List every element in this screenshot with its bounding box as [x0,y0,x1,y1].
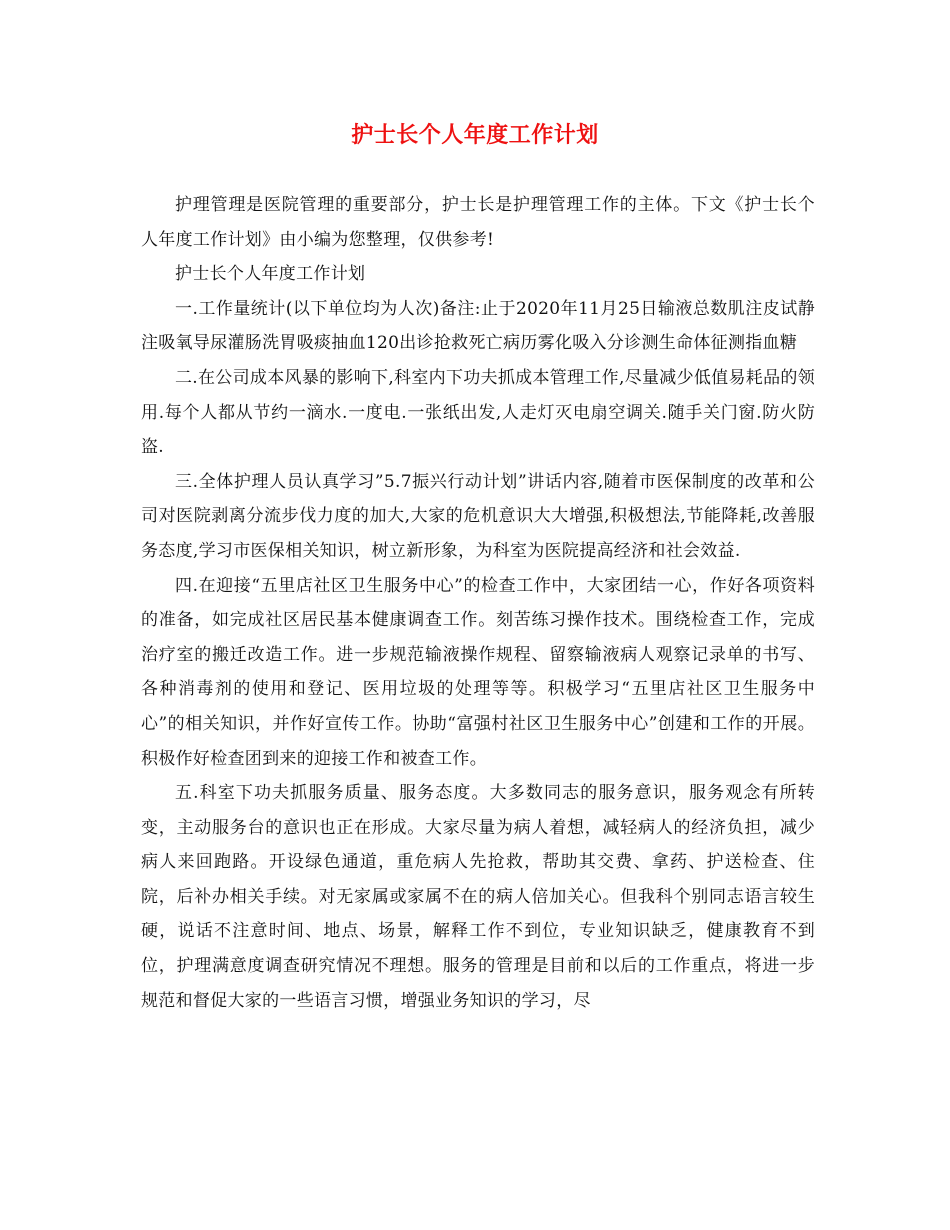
document-body [141,188,815,1018]
paragraph-intro: 护理管理是医院管理的重要部分，护士长是护理管理工作的主体。下文《护士长个人年度工作计划》由小编为您整理，仅供参考! [141,195,815,250]
paragraph-section-4: 四.在迎接“五里店社区卫生服务中心”的检查工作中，大家团结一心，作好各项资料的准备，如完成社区居民基本健康调查工作。刻苦练习操作技术。围绕检查工作，完成治疗室的搬迁改造工作。进一步规范输液操作规程、留察输液病人观察记录单的书写、各种消毒剂的使用和登记、医用垃圾的处理等等。积极学习“五里店社区卫生服务中心”的相关知识，并作好宣传工作。协助“富强村社区卫生服务中心”创建和工作的开展。积极作好检查团到来的迎接工作和被查工作。 [141,575,815,769]
document-title: 护士长个人年度工作计划 [351,122,599,148]
paragraph-section-1: 一.工作量统计(以下单位均为人次)备注:止于2020年11月25日输液总数肌注皮试静注吸氧导尿灌肠洗胃吸痰抽血120出诊抢救死亡病历雾化吸入分诊测生命体征测指血糖 [141,298,815,354]
paragraph-section-3: 三.全体护理人员认真学习”5.7振兴行动计划”讲话内容,随着市医保制度的改革和公司对医院剥离分流步伐力度的加大,大家的危机意识大大增强,积极想法,节能降耗,改善服务态度,学习市医保相关知识，树立新形象，为科室为医院提高经济和社会效益. [141,471,815,561]
paragraph-heading: 护士长个人年度工作计划 [175,264,366,285]
paragraph-section-5: 五.科室下功夫抓服务质量、服务态度。大多数同志的服务意识，服务观念有所转变，主动服务台的意识也正在形成。大家尽量为病人着想，减轻病人的经济负担，减少病人来回跑路。开设绿色通道，重危病人先抢救，帮助其交费、拿药、护送检查、住院，后补办相关手续。对无家属或家属不在的病人倍加关心。但我科个别同志语言较生硬，说话不注意时间、地点、场景，解释工作不到位，专业知识缺乏，健康教育不到位，护理满意度调查研究情况不理想。服务的管理是目前和以后的工作重点，将进一步规范和督促大家的一些语言习惯，增强业务知识的学习，尽 [141,783,815,1011]
paragraph-section-2: 二.在公司成本风暴的影响下,科室内下功夫抓成本管理工作,尽量减少低值易耗品的领用.每个人都从节约一滴水.一度电.一张纸出发,人走灯灭电扇空调关.随手关门窗.防火防盗. [141,367,815,458]
